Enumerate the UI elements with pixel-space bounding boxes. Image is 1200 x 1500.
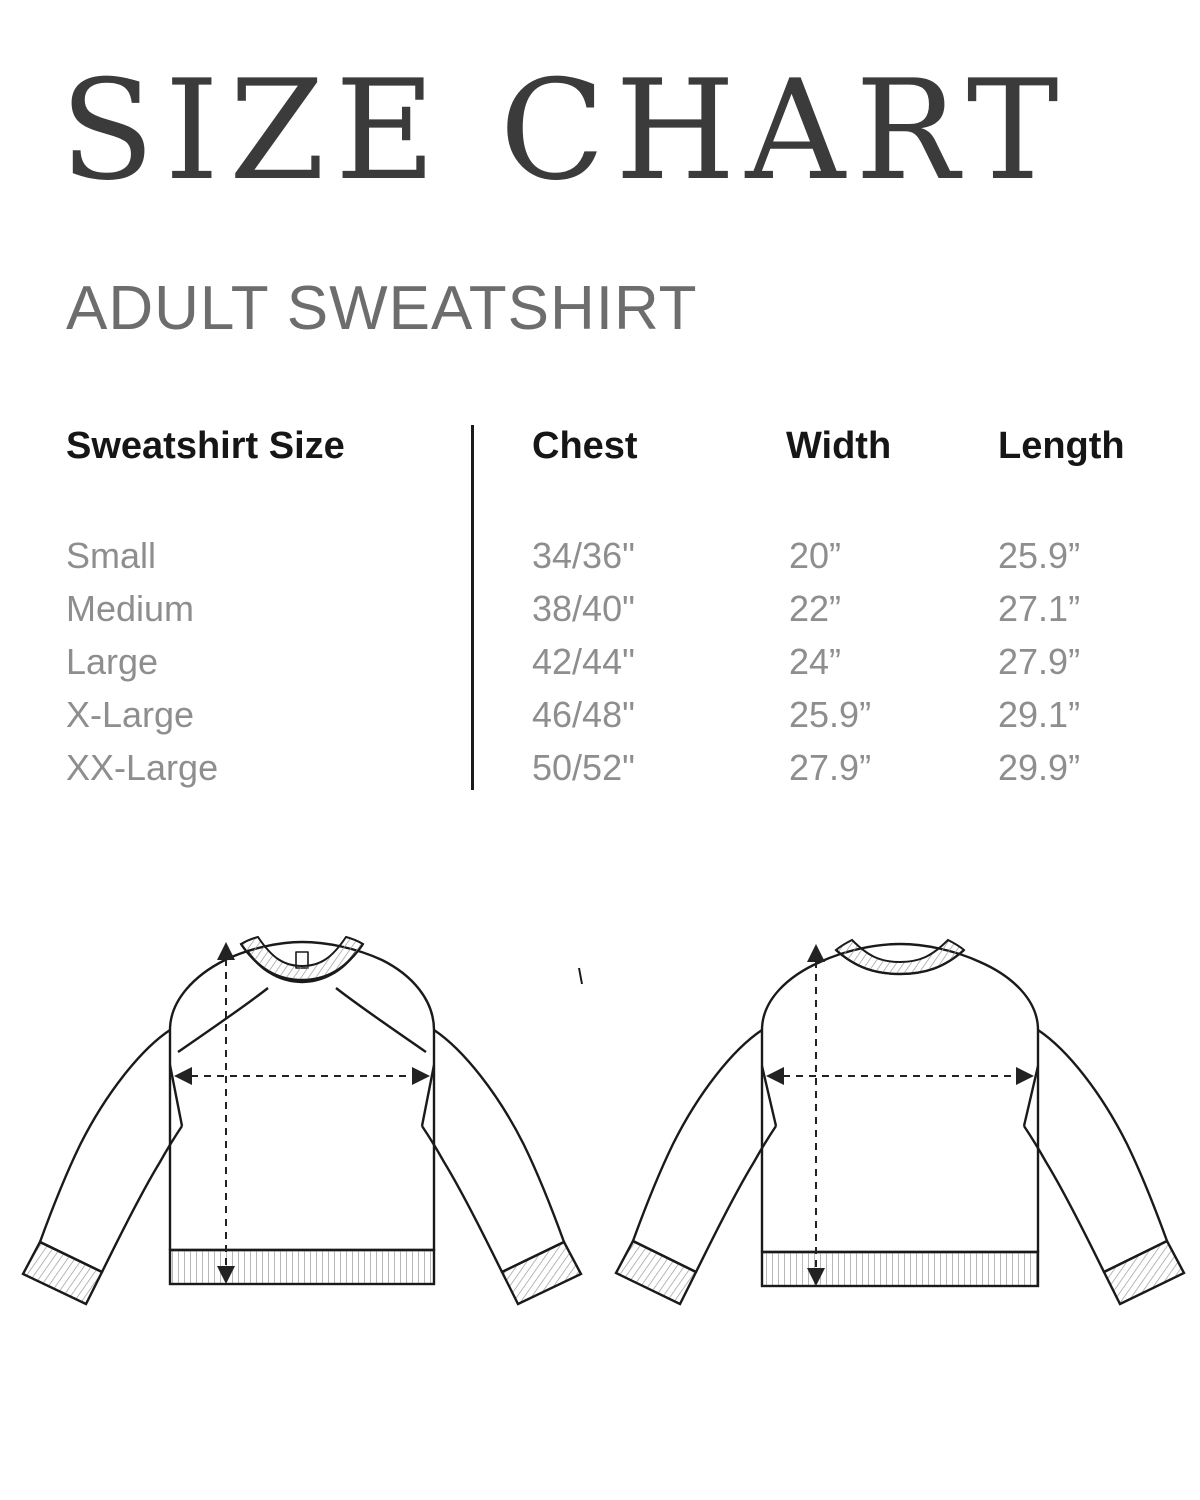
cell-chest: 46/48" [532,694,635,735]
left-cuff-rib [616,1241,696,1304]
table-row [66,588,1156,641]
size-table [66,425,1156,788]
right-cuff-rib [1104,1241,1184,1304]
cell-width: 20” [789,535,842,576]
collar-rib [241,937,363,980]
cell-width: 25.9” [789,694,872,735]
waistband-rib [762,1252,1038,1286]
cell-size: Medium [66,588,195,629]
cell-length: 29.1” [998,694,1081,735]
column-header-length: Length [998,425,1125,467]
cell-chest: 42/44" [532,641,635,682]
cell-chest: 50/52" [532,747,635,788]
sweatshirt-illustrations [0,880,1200,1340]
stray-mark [579,968,582,984]
sweatshirt-back-view [610,880,1190,1330]
page-subtitle: ADULT SWEATSHIRT [66,274,698,343]
table-row [66,747,1156,800]
table-row [66,535,1156,588]
waistband-rib [170,1250,434,1284]
cell-chest: 34/36" [532,535,635,576]
cell-size: Small [66,535,157,576]
cell-chest: 38/40" [532,588,635,629]
left-cuff-rib [23,1242,102,1304]
cell-length: 29.9” [998,747,1081,788]
cell-width: 22” [789,588,842,629]
cell-width: 27.9” [789,747,872,788]
sweatshirt-front-view [10,880,590,1330]
table-body [66,535,1156,800]
cell-width: 24” [789,641,842,682]
table-header-row [66,425,1156,483]
cell-length: 27.9” [998,641,1081,682]
right-cuff-rib [502,1242,581,1304]
column-header-width: Width [786,425,892,467]
cell-size: XX-Large [66,747,219,788]
table-row [66,641,1156,694]
column-header-size: Sweatshirt Size [66,425,345,467]
page-title: SIZE CHART [60,50,1069,211]
cell-length: 25.9” [998,535,1081,576]
cell-size: X-Large [66,694,195,735]
column-header-chest: Chest [532,425,638,467]
cell-size: Large [66,641,159,682]
cell-length: 27.1” [998,588,1081,629]
table-row [66,694,1156,747]
